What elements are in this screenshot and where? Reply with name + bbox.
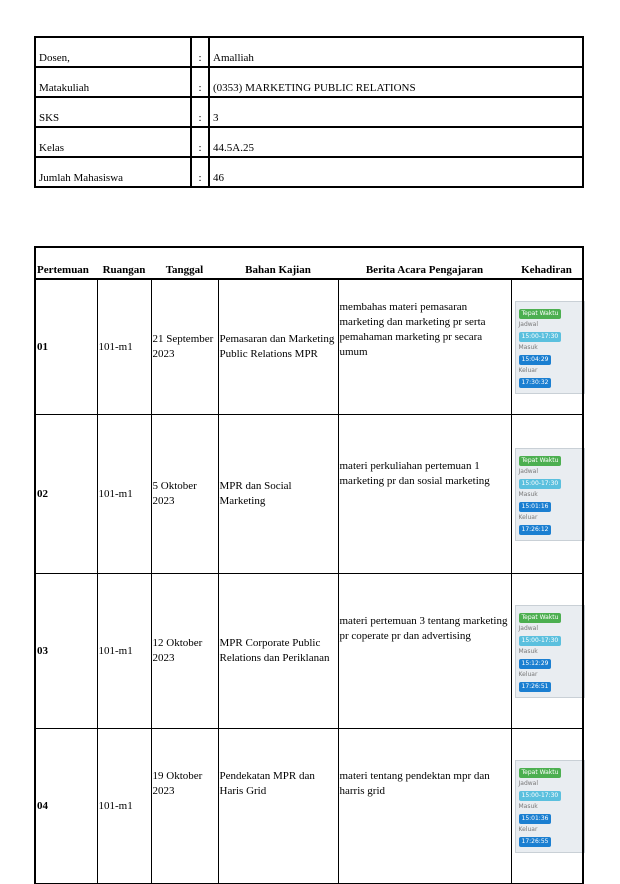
table-row — [35, 279, 583, 415]
keluar-label: Keluar — [518, 825, 538, 833]
cell-pertemuan: 01 — [35, 279, 97, 415]
jadwal-label: Jadwal — [518, 320, 539, 328]
cell-berita-acara: materi tentang pendektan mpr dan harris grid — [338, 729, 511, 884]
cell-tanggal: 19 Oktober 2023 — [151, 729, 218, 884]
status-badge: Tepat Waktu — [519, 309, 562, 319]
cell-pertemuan: 02 — [35, 415, 97, 574]
cell-bahan-kajian: MPR dan Social Marketing — [218, 415, 338, 574]
status-badge: Tepat Waktu — [519, 613, 562, 623]
masuk-label: Masuk — [518, 343, 538, 351]
attendance-table — [34, 246, 584, 884]
table-bottom-edge — [34, 742, 584, 744]
header-kehadiran: Kehadiran — [511, 247, 583, 279]
header-ruangan: Ruangan — [97, 247, 151, 279]
info-row-kelas — [35, 127, 583, 157]
info-label: Dosen, — [35, 37, 191, 67]
attendance-card — [515, 448, 585, 541]
jadwal-label: Jadwal — [518, 779, 539, 787]
cell-pertemuan: 04 — [35, 729, 97, 884]
info-label: Jumlah Mahasiswa — [35, 157, 191, 187]
jadwal-label: Jadwal — [518, 624, 539, 632]
header-bahan-kajian: Bahan Kajian — [218, 247, 338, 279]
cell-tanggal: 21 September 2023 — [151, 279, 218, 415]
attendance-header-row — [35, 247, 583, 279]
header-tanggal: Tanggal — [151, 247, 218, 279]
attendance-card — [515, 760, 585, 853]
keluar-badge: 17:26:51 — [519, 682, 552, 692]
header-berita-acara: Berita Acara Pengajaran — [338, 247, 511, 279]
info-row-dosen — [35, 37, 583, 67]
masuk-badge: 15:12:29 — [519, 659, 552, 669]
cell-berita-acara: materi perkuliahan pertemuan 1 marketing pr dan sosial marketing — [338, 415, 511, 574]
info-value: 44.5A.25 — [209, 127, 583, 157]
info-colon: : — [191, 37, 209, 67]
info-colon: : — [191, 67, 209, 97]
table-row — [35, 729, 583, 884]
masuk-label: Masuk — [518, 802, 538, 810]
status-badge: Tepat Waktu — [519, 456, 562, 466]
info-value: Amalliah — [209, 37, 583, 67]
keluar-label: Keluar — [518, 366, 538, 374]
keluar-badge: 17:30:32 — [519, 378, 552, 388]
attendance-card — [515, 605, 585, 698]
jadwal-badge: 15:00-17:30 — [519, 479, 562, 489]
jadwal-badge: 15:00-17:30 — [519, 332, 562, 342]
keluar-badge: 17:26:55 — [519, 837, 552, 847]
edge-tick-left — [34, 738, 36, 744]
cell-bahan-kajian: Pemasaran dan Marketing Public Relations MPR — [218, 279, 338, 415]
info-row-jumlah-mahasiswa — [35, 157, 583, 187]
status-badge: Tepat Waktu — [519, 768, 562, 778]
keluar-label: Keluar — [518, 513, 538, 521]
table-row — [35, 574, 583, 729]
cell-kehadiran — [511, 415, 583, 574]
cell-berita-acara: membahas materi pemasaran marketing dan marketing pr serta pemahaman marketing pr secara umum — [338, 279, 511, 415]
cell-bahan-kajian: Pendekatan MPR dan Haris Grid — [218, 729, 338, 884]
info-value: 46 — [209, 157, 583, 187]
header-pertemuan: Pertemuan — [35, 247, 97, 279]
masuk-badge: 15:04:29 — [519, 355, 552, 365]
masuk-badge: 15:01:36 — [519, 814, 552, 824]
info-row-sks — [35, 97, 583, 127]
cell-ruangan: 101-m1 — [97, 729, 151, 884]
course-info-table — [34, 36, 584, 188]
cell-kehadiran — [511, 729, 583, 884]
cell-tanggal: 5 Oktober 2023 — [151, 415, 218, 574]
info-colon: : — [191, 97, 209, 127]
jadwal-badge: 15:00-17:30 — [519, 636, 562, 646]
cell-tanggal: 12 Oktober 2023 — [151, 574, 218, 729]
cell-kehadiran — [511, 279, 583, 415]
masuk-label: Masuk — [518, 490, 538, 498]
cell-ruangan: 101-m1 — [97, 574, 151, 729]
keluar-badge: 17:26:12 — [519, 525, 552, 535]
info-value: (0353) MARKETING PUBLIC RELATIONS — [209, 67, 583, 97]
cell-kehadiran — [511, 574, 583, 729]
masuk-label: Masuk — [518, 647, 538, 655]
table-row — [35, 415, 583, 574]
info-row-matakuliah — [35, 67, 583, 97]
info-label: SKS — [35, 97, 191, 127]
cell-bahan-kajian: MPR Corporate Public Relations dan Periklanan — [218, 574, 338, 729]
info-value: 3 — [209, 97, 583, 127]
jadwal-label: Jadwal — [518, 467, 539, 475]
info-label: Matakuliah — [35, 67, 191, 97]
jadwal-badge: 15:00-17:30 — [519, 791, 562, 801]
info-label: Kelas — [35, 127, 191, 157]
cell-pertemuan: 03 — [35, 574, 97, 729]
cell-berita-acara: materi pertemuan 3 tentang marketing pr coperate pr dan advertising — [338, 574, 511, 729]
edge-tick-right — [582, 738, 584, 744]
cell-ruangan: 101-m1 — [97, 415, 151, 574]
info-colon: : — [191, 157, 209, 187]
keluar-label: Keluar — [518, 670, 538, 678]
info-colon: : — [191, 127, 209, 157]
attendance-card — [515, 301, 585, 394]
cell-ruangan: 101-m1 — [97, 279, 151, 415]
masuk-badge: 15:01:16 — [519, 502, 552, 512]
